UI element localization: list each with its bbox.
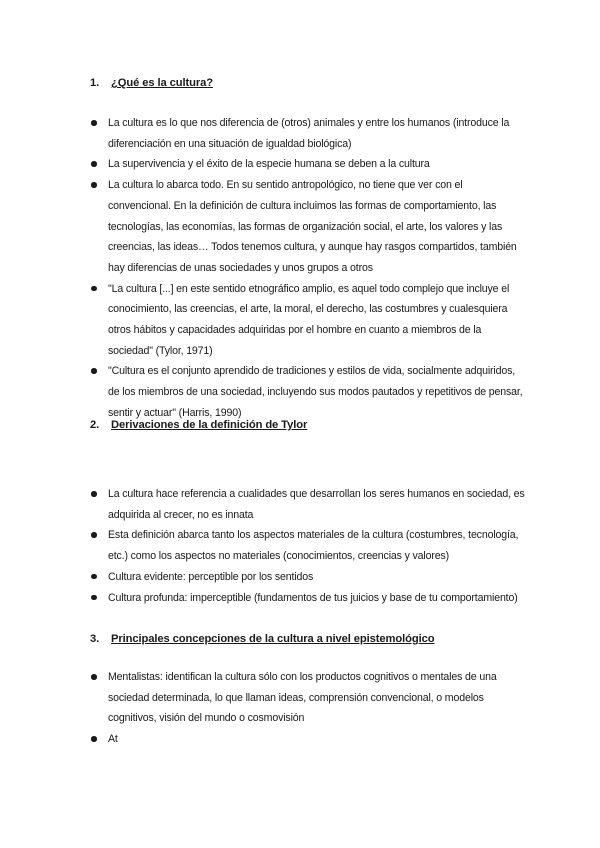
bullet-icon [91,161,97,167]
bullet-icon [91,574,97,580]
bullet-icon [91,532,97,538]
list-item-text: "Cultura es el conjunto aprendido de tradiciones y estilos de vida, socialmente adquiridos, de los miembros de una sociedad, incluyendo sus modos pautados y repetitivos de pensar, sentir y actuar" (Harris, 1990) [108,365,523,419]
bullet-icon [91,368,97,374]
list-item-text: At [108,733,118,746]
section-number: 1. [90,77,100,89]
bullet-icon [91,491,97,497]
list-item-text: La cultura lo abarca todo. En su sentido antropológico, no tiene que ver con el convencional. En la definición de cultura incluimos las formas de comportamiento, las tecnologías, las economías, las formas de organización social, el arte, los valores y las creencias, las ideas… Todos tenemos cultura, y aunque hay rasgos compartidos, también hay diferencias de unas sociedades y unos grupos a otros [108,179,517,274]
section-2 [0,418,600,432]
bullet-icon [91,736,97,742]
list-item [0,567,600,588]
list-item [0,361,600,423]
list-item [0,484,600,525]
section-heading [90,418,600,432]
list-item [0,154,600,175]
list-item-text: Mentalistas: identifican la cultura sólo con los productos cognitivos o mentales de una sociedad determinada, lo que llaman ideas, comprensión convencional, o modelos cognitivos, visión del mundo o cosmovisión [108,671,497,725]
section-3 [0,632,600,646]
list-item-text: "La cultura [...] en este sentido etnográfico amplio, es aquel todo complejo que incluye el conocimiento, las creencias, el arte, la moral, el derecho, las costumbres y cualesquiera otros hábitos y capacidades adquiridas por el hombre en cuanto a miembros de la sociedad" (Tylor, 1971) [108,282,510,357]
list-item-text: La cultura es lo que nos diferencia de (otros) animales y entre los humanos (introduce la diferenciación en una situación de igualdad biológica) [108,117,510,150]
section-3-list [0,667,600,750]
bullet-icon [91,595,97,601]
bullet-icon [91,182,97,188]
list-item [0,113,600,154]
bullet-icon [91,286,97,292]
list-item [0,667,600,729]
bullet-icon [91,120,97,126]
section-title: Principales concepciones de la cultura a nivel epistemológico [111,633,435,645]
list-item-text: Cultura profunda: imperceptible (fundamentos de tus juicios y base de tu comportamiento) [108,591,518,604]
list-item-text: Cultura evidente: perceptible por los sentidos [108,570,314,583]
section-number: 2. [90,419,100,431]
bullet-icon [91,674,97,680]
section-title: Derivaciones de la definición de Tylor [111,419,308,431]
list-item [0,279,600,362]
list-item-text: La cultura hace referencia a cualidades que desarrollan los seres humanos en sociedad, es adquirida al crecer, no es innata [108,488,525,521]
list-item-text: La supervivencia y el éxito de la especie humana se deben a la cultura [108,158,430,171]
section-heading [90,632,600,646]
list-item [0,525,600,566]
section-heading [90,76,600,90]
list-item [0,588,600,609]
list-item [0,175,600,279]
list-item [0,729,600,750]
section-number: 3. [90,633,100,645]
list-item-text: Esta definición abarca tanto los aspectos materiales de la cultura (costumbres, tecnología, etc.) como los aspectos no materiales (conocimientos, creencias y valores) [108,529,519,563]
section-title: ¿Qué es la cultura? [111,77,213,89]
section-2-list [0,484,600,608]
section-1-list [0,113,600,424]
section-1 [0,76,600,90]
